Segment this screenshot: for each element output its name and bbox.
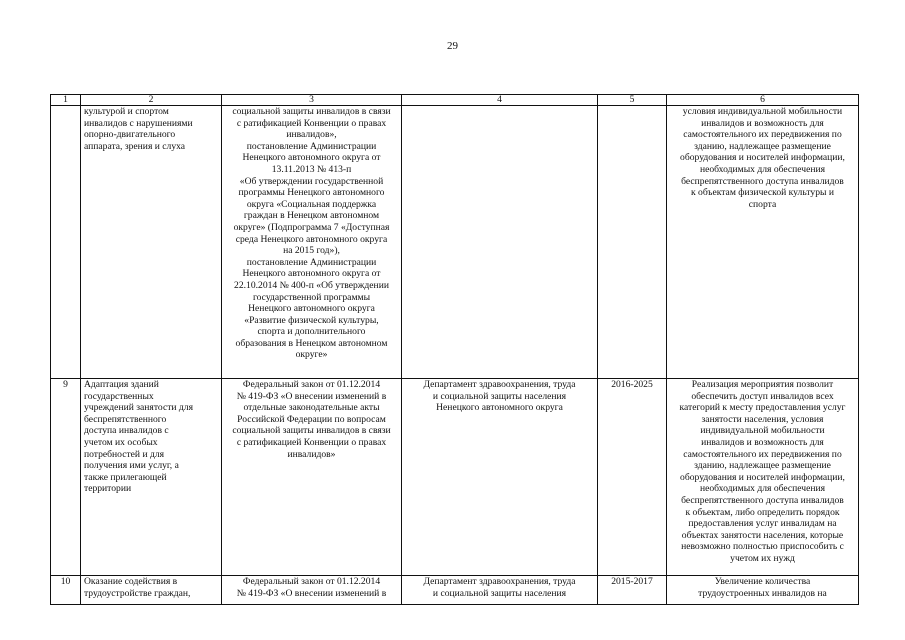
column-header-6: 6 [667,95,859,106]
column-header-2: 2 [81,95,222,106]
period-cell [598,106,667,379]
measure-cell: Оказание содействия в трудоустройстве граждан, [81,576,222,605]
result-cell: Реализация мероприятия позволит обеспечить доступ инвалидов всех категорий к месту предоставления услуг занятости населения, условия индивидуальной мобильности инвалидов и возможность для самостоятельного их передвижения по зданию, надлежащее размещение оборудования и носителей информации, необходимых для обеспечения беспрепятственного доступа инвалидов к объектам, либо определить порядок предоставления услуг инвалидам на объектах занятости населения, которые невозможно полностью приспособить с учетом их нужд [667,379,859,576]
table-row [51,379,859,576]
column-header-4: 4 [402,95,598,106]
column-header-5: 5 [598,95,667,106]
executor-cell: Департамент здравоохранения, труда и социальной защиты населения Ненецкого автономного округа [402,379,598,576]
legal-basis-cell: Федеральный закон от 01.12.2014 № 419-ФЗ «О внесении изменений в [222,576,402,605]
row-number-cell: 9 [51,379,81,576]
column-header-3: 3 [222,95,402,106]
period-cell: 2016-2025 [598,379,667,576]
legal-basis-cell: Федеральный закон от 01.12.2014 № 419-ФЗ «О внесении изменений в отдельные законодательные акты Российской Федерации по вопросам социальной защиты инвалидов в связи с ратификацией Конвенции о правах инвалидов» [222,379,402,576]
measure-cell: культурой и спортом инвалидов с нарушениями опорно-двигательного аппарата, зрения и слуха [81,106,222,379]
page-number: 29 [447,40,458,52]
table-row [51,106,859,379]
executor-cell [402,106,598,379]
result-cell: Увеличение количества трудоустроенных инвалидов на [667,576,859,605]
column-header-1: 1 [51,95,81,106]
result-cell: условия индивидуальной мобильности инвалидов и возможность для самостоятельного их передвижения по зданию, надлежащее размещение оборудования и носителей информации, необходимых для обеспечения беспрепятственного доступа инвалидов к объектам физической культуры и спорта [667,106,859,379]
row-number-cell: 10 [51,576,81,605]
measure-cell: Адаптация зданий государственных учреждений занятости для беспрепятственного доступа инвалидов с учетом их особых потребностей и для получения ими услуг, а также прилегающей территории [81,379,222,576]
row-number-cell [51,106,81,379]
table-header-row [51,95,859,106]
measures-table [50,94,859,605]
legal-basis-cell: социальной защиты инвалидов в связи с ратификацией Конвенции о правах инвалидов», постановление Администрации Ненецкого автономного округа от 13.11.2013 № 413-п «Об утверждении государственной программы Ненецкого автономного округа «Социальная поддержка граждан в Ненецком автономном округе» (Подпрограмма 7 «Доступная среда Ненецкого автономного округа на 2015 год»), постановление Администрации Ненецкого автономного округа от 22.10.2014 № 400-п «Об утверждении государственной программы Ненецкого автономного округа «Развитие физической культуры, спорта и дополнительного образования в Ненецком автономном округе» [222,106,402,379]
table-row [51,576,859,605]
executor-cell: Департамент здравоохранения, труда и социальной защиты населения [402,576,598,605]
period-cell: 2015-2017 [598,576,667,605]
